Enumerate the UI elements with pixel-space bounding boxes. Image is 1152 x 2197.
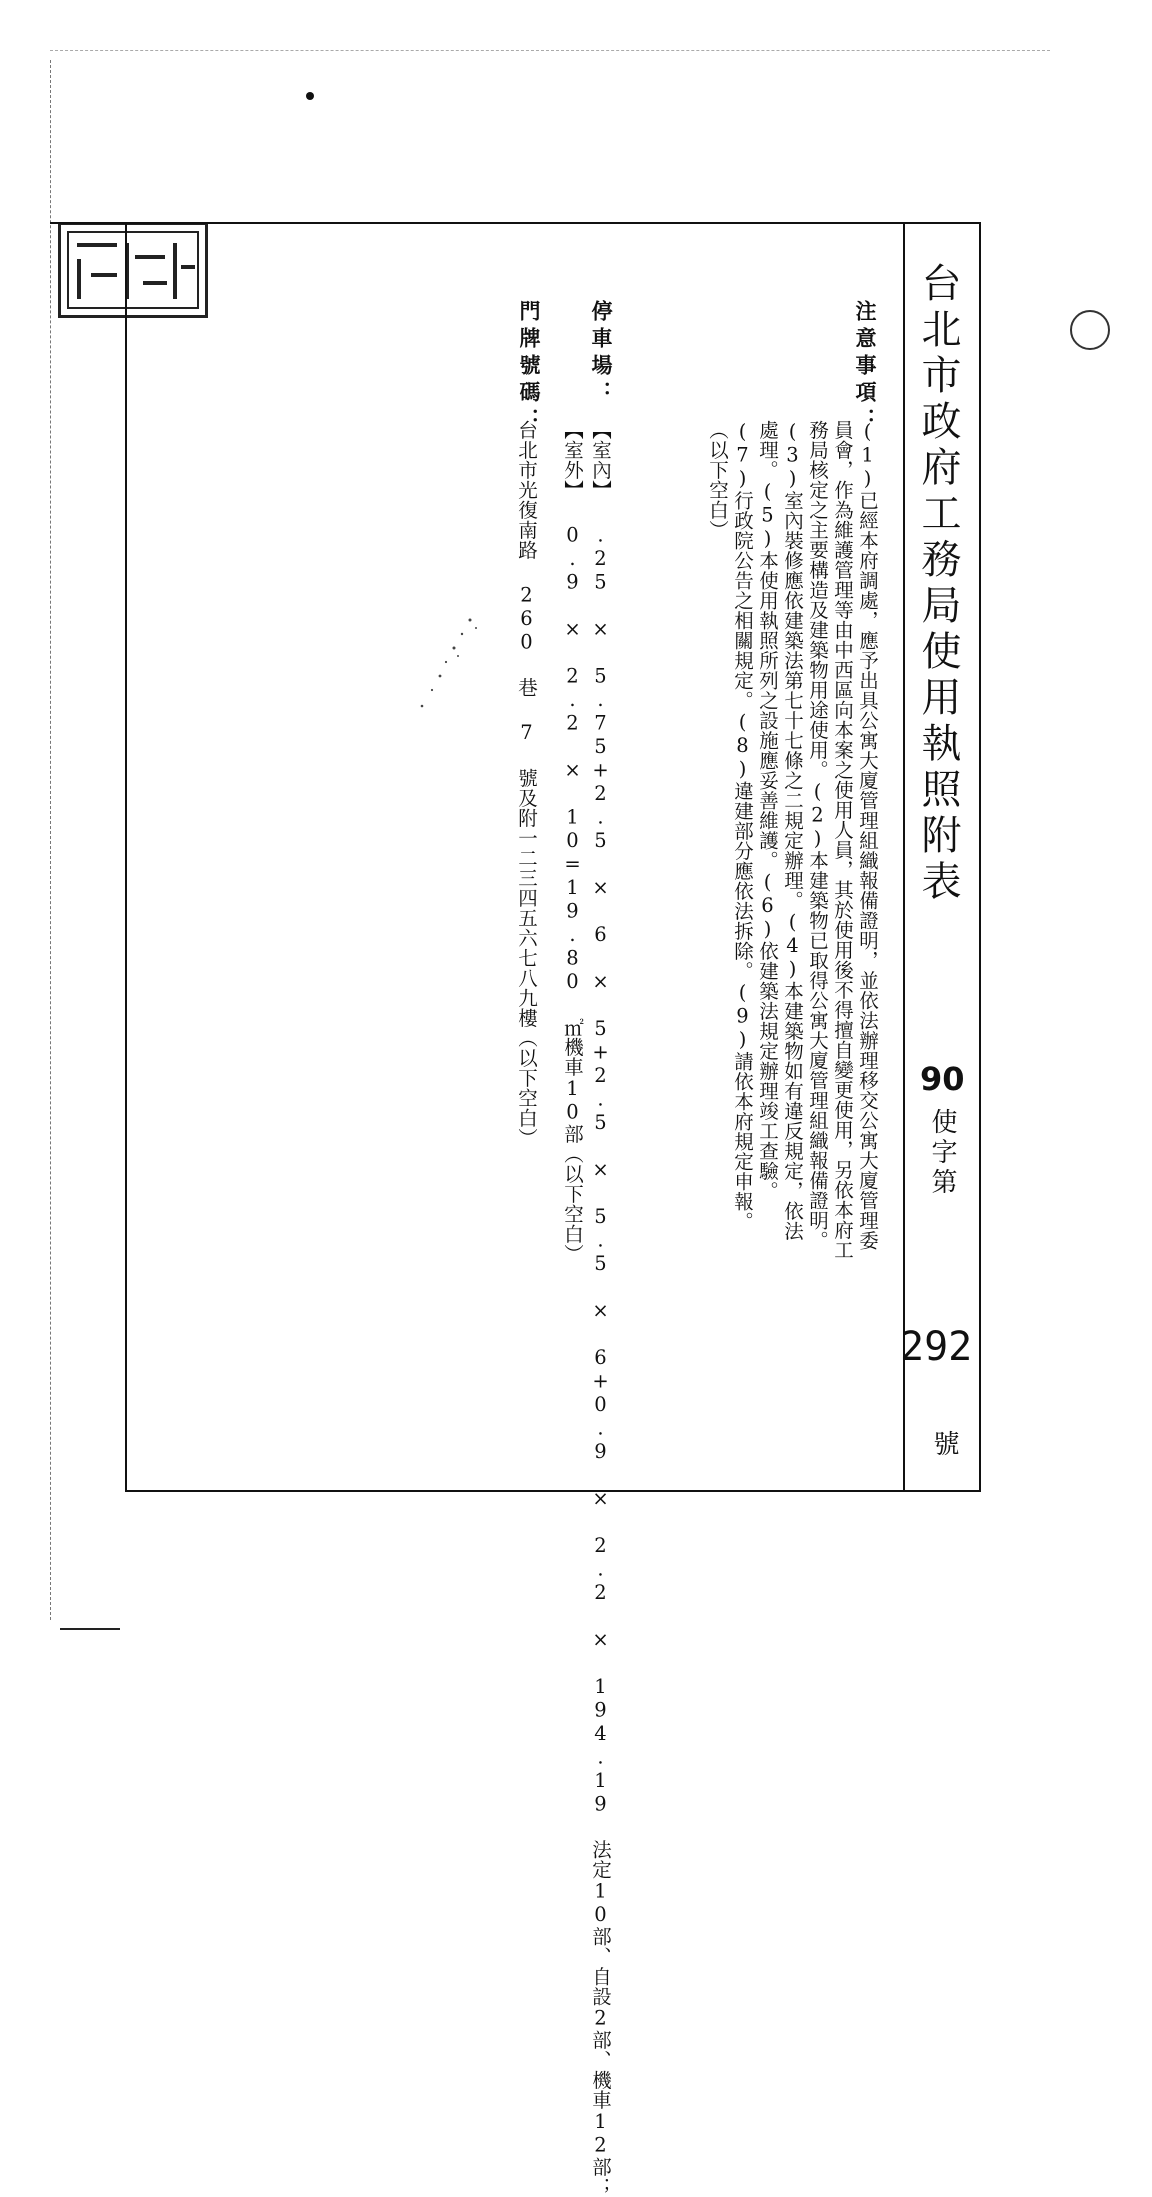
parking-outdoor: 【室外】 0.9 × 2.2 × 10=19.80 ㎡機車10部（以下空白） (561, 420, 584, 1264)
seal-stroke (91, 273, 117, 277)
seal-stroke (77, 259, 81, 299)
circle-mark (1070, 310, 1110, 350)
permit-serial: 292 (900, 1324, 973, 1370)
notes-text: (1)已經本府調處，應予出具公寓大廈管理組織報備證明，並依法辦理移交公寓大廈管理委員會，作為維護管理等由中西區向本案之使用人員，其於使用後不得擅自變更使用，另依本府工務局核定之主要構造及建築物用途使用。(2)本建築物已取得公寓大廈管理組織報備證明。(3)室內裝修應依建築法第七十七條之二規定辦理。(4)本建築物如有違反規定，依法處理。(5)本使用執照所列之設施應妥善維護。(6)依建築法規定辦理竣工查驗。(7)行政院公告之相關規定。(8)違建部分應依法拆除。(9)請依本府規定申報。（以下空白） (706, 420, 879, 1260)
permit-year: 90 (920, 1060, 965, 1098)
notes-label: 注意事項： (853, 300, 878, 435)
scan-bottom-mark (60, 1628, 120, 1630)
parking-indoor: 【室內】 .25 × 5.75+2.5 × 6 × 5+2.5 × 5.5 × 6+0.9 × 2.2 × 194.19 法定10部、自設2部、機車12部； (589, 420, 612, 2197)
scan-top-edge (50, 50, 1050, 51)
document-title: 台北市政府工務局使用執照附表 (915, 262, 961, 906)
address-label: 門牌號碼： (517, 300, 542, 435)
address-value: 台北市光復南路 260 巷 7 號及附一二三四五六七八九樓（以下空白） (515, 420, 538, 1148)
scan-noise (410, 610, 500, 720)
permit-prefix: 使字第 (927, 1108, 957, 1198)
seal-stroke (77, 243, 117, 247)
scan-speck (306, 92, 314, 100)
permit-suffix: 號 (929, 1430, 959, 1456)
parking-label: 停車場： (589, 300, 614, 408)
scan-left-edge (50, 60, 51, 1620)
